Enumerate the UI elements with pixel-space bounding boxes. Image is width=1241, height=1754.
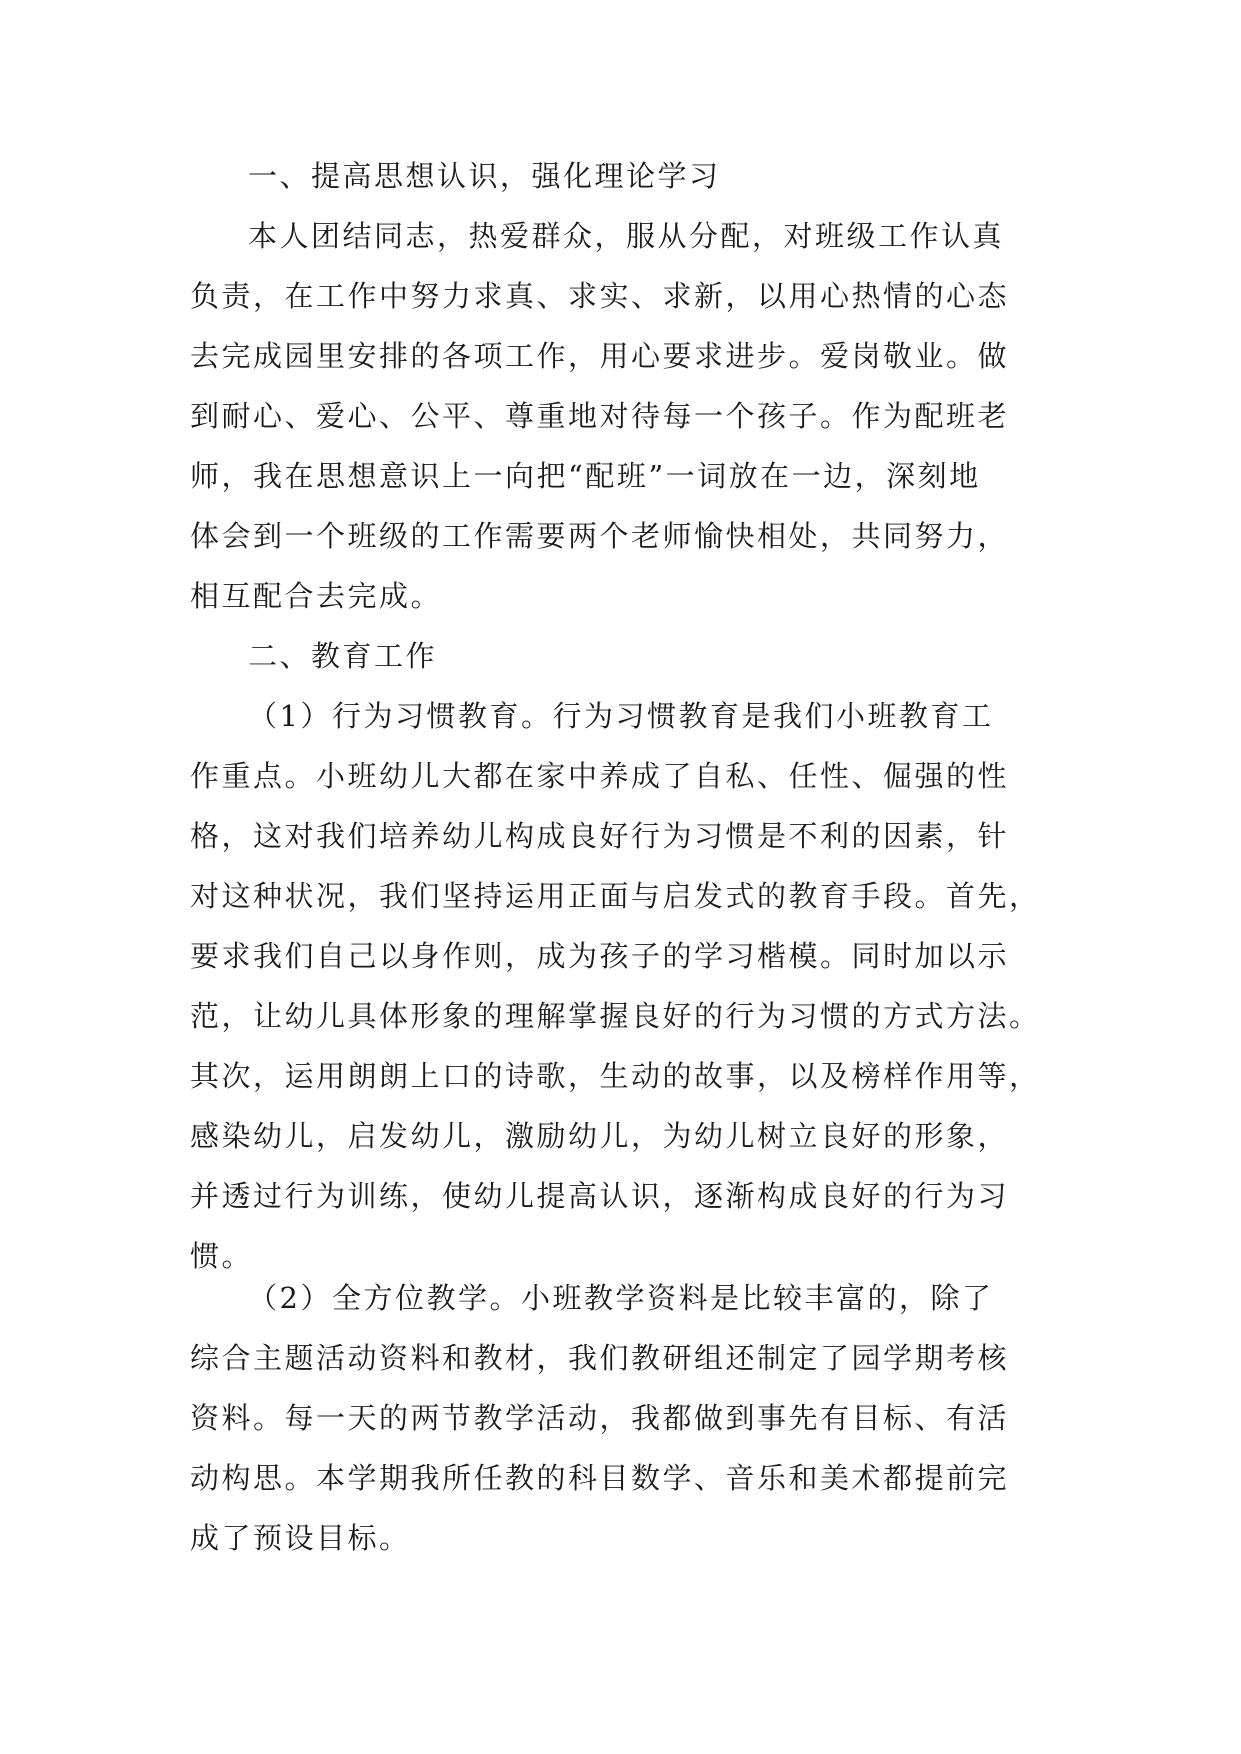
document-body-part1: [190, 146, 1070, 1286]
paragraph-line: 本人团结同志，热爱群众，服从分配，对班级工作认真: [248, 219, 1005, 253]
paragraph-line: 成了预设目标。: [190, 1521, 411, 1555]
paragraph-line: 师，我在思想意识上一向把“配班”一词放在一边，深刻地: [190, 459, 981, 493]
paragraph-line: 要求我们自己以身作则，成为孩子的学习楷模。同时加以示: [190, 939, 1010, 973]
paragraph-line: 去完成园里安排的各项工作，用心要求进步。爱岗敬业。做: [190, 339, 1010, 373]
paragraph-line: 到耐心、爱心、公平、尊重地对待每一个孩子。作为配班老: [190, 399, 1010, 433]
paragraph-line: 对这种状况，我们坚持运用正面与启发式的教育手段。首先，: [190, 879, 1041, 913]
document-body-part2: [190, 1268, 1070, 1568]
paragraph-line: 作重点。小班幼儿大都在家中养成了自私、任性、倔强的性: [190, 759, 1010, 793]
paragraph-line: 惯。: [190, 1239, 254, 1273]
paragraph-line: 感染幼儿，启发幼儿，激励幼儿，为幼儿树立良好的形象，: [190, 1119, 1010, 1153]
paragraph-line: （1）行为习惯教育。行为习惯教育是我们小班教育工: [248, 699, 994, 733]
paragraph-line: 资料。每一天的两节教学活动，我都做到事先有目标、有活: [190, 1401, 1010, 1435]
paragraph-line: 其次，运用朗朗上口的诗歌，生动的故事，以及榜样作用等，: [190, 1059, 1041, 1093]
paragraph-line: 并透过行为训练，使幼儿提高认识，逐渐构成良好的行为习: [190, 1179, 1010, 1213]
paragraph-line: 相互配合去完成。: [190, 579, 443, 613]
paragraph-line: （2）全方位教学。小班教学资料是比较丰富的，除了: [248, 1281, 994, 1315]
paragraph-line: 动构思。本学期我所任教的科目数学、音乐和美术都提前完: [190, 1461, 1010, 1495]
paragraph-line: 范，让幼儿具体形象的理解掌握良好的行为习惯的方式方法。: [190, 999, 1041, 1033]
paragraph-line: 负责，在工作中努力求真、求实、求新，以用心热情的心态: [190, 279, 1010, 313]
heading-2: 二、教育工作: [248, 639, 438, 673]
paragraph-line: 格，这对我们培养幼儿构成良好行为习惯是不利的因素，针: [190, 819, 1010, 853]
heading-1: 一、提高思想认识，强化理论学习: [248, 159, 721, 193]
paragraph-line: 体会到一个班级的工作需要两个老师愉快相处，共同努力，: [190, 519, 1010, 553]
paragraph-line: 综合主题活动资料和教材，我们教研组还制定了园学期考核: [190, 1341, 1010, 1375]
